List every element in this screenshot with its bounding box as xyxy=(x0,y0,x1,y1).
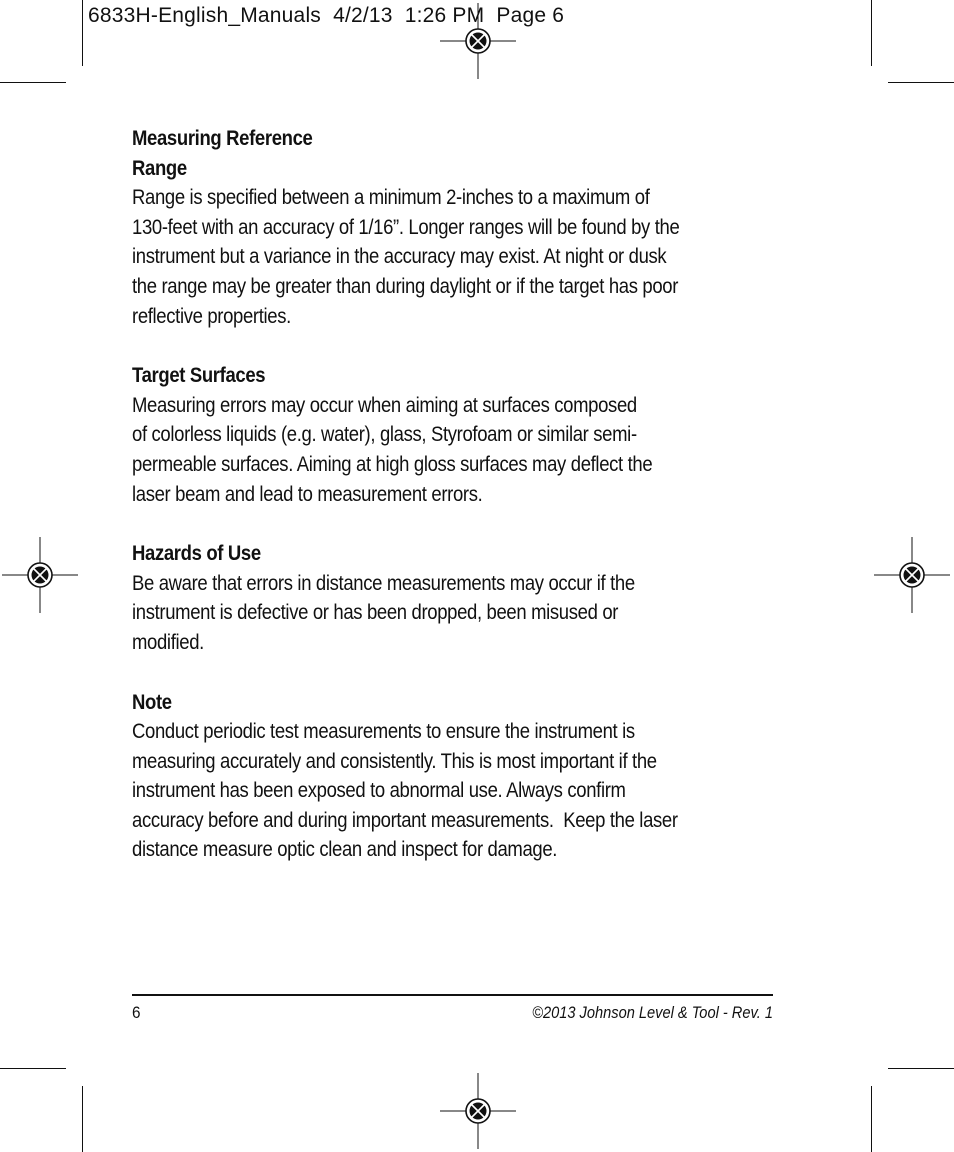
print-slug-line: 6833H-English_Manuals 4/2/13 1:26 PM Page 6 xyxy=(88,4,565,27)
heading-hazards-of-use: Hazards of Use xyxy=(132,541,261,566)
registration-mark-bottom-icon xyxy=(440,1073,516,1149)
crop-mark-top-left-horizontal xyxy=(0,82,66,83)
registration-mark-right-icon xyxy=(874,537,950,613)
hazards-text-line: Be aware that errors in distance measurements may occur if the xyxy=(132,570,635,595)
section-measuring-reference-range xyxy=(132,124,782,331)
note-text-line: instrument has been exposed to abnormal use. Always confirm xyxy=(132,778,626,803)
hazards-text-line: modified. xyxy=(132,629,204,654)
crop-mark-top-left-vertical xyxy=(82,0,83,66)
target-surfaces-text-line: permeable surfaces. Aiming at high gloss surfaces may deflect the xyxy=(132,451,653,476)
heading-measuring-reference: Measuring Reference xyxy=(132,126,313,150)
section-hazards-of-use xyxy=(132,539,782,657)
crop-mark-top-right-vertical xyxy=(871,0,872,66)
note-text-line: distance measure optic clean and inspect for damage. xyxy=(132,837,558,862)
range-text-line: the range may be greater than during daylight or if the target has poor xyxy=(132,273,679,298)
section-target-surfaces xyxy=(132,361,782,509)
registration-mark-top-icon xyxy=(440,3,516,79)
heading-range: Range xyxy=(132,155,187,180)
target-surfaces-text-line: laser beam and lead to measurement errors. xyxy=(132,481,483,506)
crop-mark-bottom-right-vertical xyxy=(871,1086,872,1152)
target-surfaces-text-line: of colorless liquids (e.g. water), glass, Styrofoam or similar semi- xyxy=(132,422,637,447)
note-text-line: accuracy before and during important measurements. Keep the laser xyxy=(132,807,678,832)
hazards-text-line: instrument is defective or has been dropped, been misused or xyxy=(132,600,619,625)
crop-mark-bottom-left-horizontal xyxy=(0,1068,66,1069)
heading-note: Note xyxy=(132,689,172,714)
page-number: 6 xyxy=(132,1003,141,1022)
range-text-line: reflective properties. xyxy=(132,303,291,328)
manual-page-content xyxy=(132,124,782,895)
registration-mark-left-icon xyxy=(2,537,78,613)
range-text-line: Range is specified between a minimum 2-inches to a maximum of xyxy=(132,185,650,210)
crop-mark-top-right-horizontal xyxy=(888,82,954,83)
section-note xyxy=(132,688,782,866)
target-surfaces-text-line: Measuring errors may occur when aiming at surfaces composed xyxy=(132,392,637,417)
note-text-line: Conduct periodic test measurements to ensure the instrument is xyxy=(132,719,635,744)
range-text-line: 130-feet with an accuracy of 1/16”. Longer ranges will be found by the xyxy=(132,214,680,239)
note-text-line: measuring accurately and consistently. This is most important if the xyxy=(132,748,657,773)
range-text-line: instrument but a variance in the accuracy may exist. At night or dusk xyxy=(132,244,667,269)
crop-mark-bottom-right-horizontal xyxy=(888,1068,954,1069)
heading-target-surfaces: Target Surfaces xyxy=(132,363,266,388)
copyright-notice: ©2013 Johnson Level & Tool - Rev. 1 xyxy=(532,1003,773,1022)
footer-rule xyxy=(132,994,773,996)
crop-mark-bottom-left-vertical xyxy=(82,1086,83,1152)
